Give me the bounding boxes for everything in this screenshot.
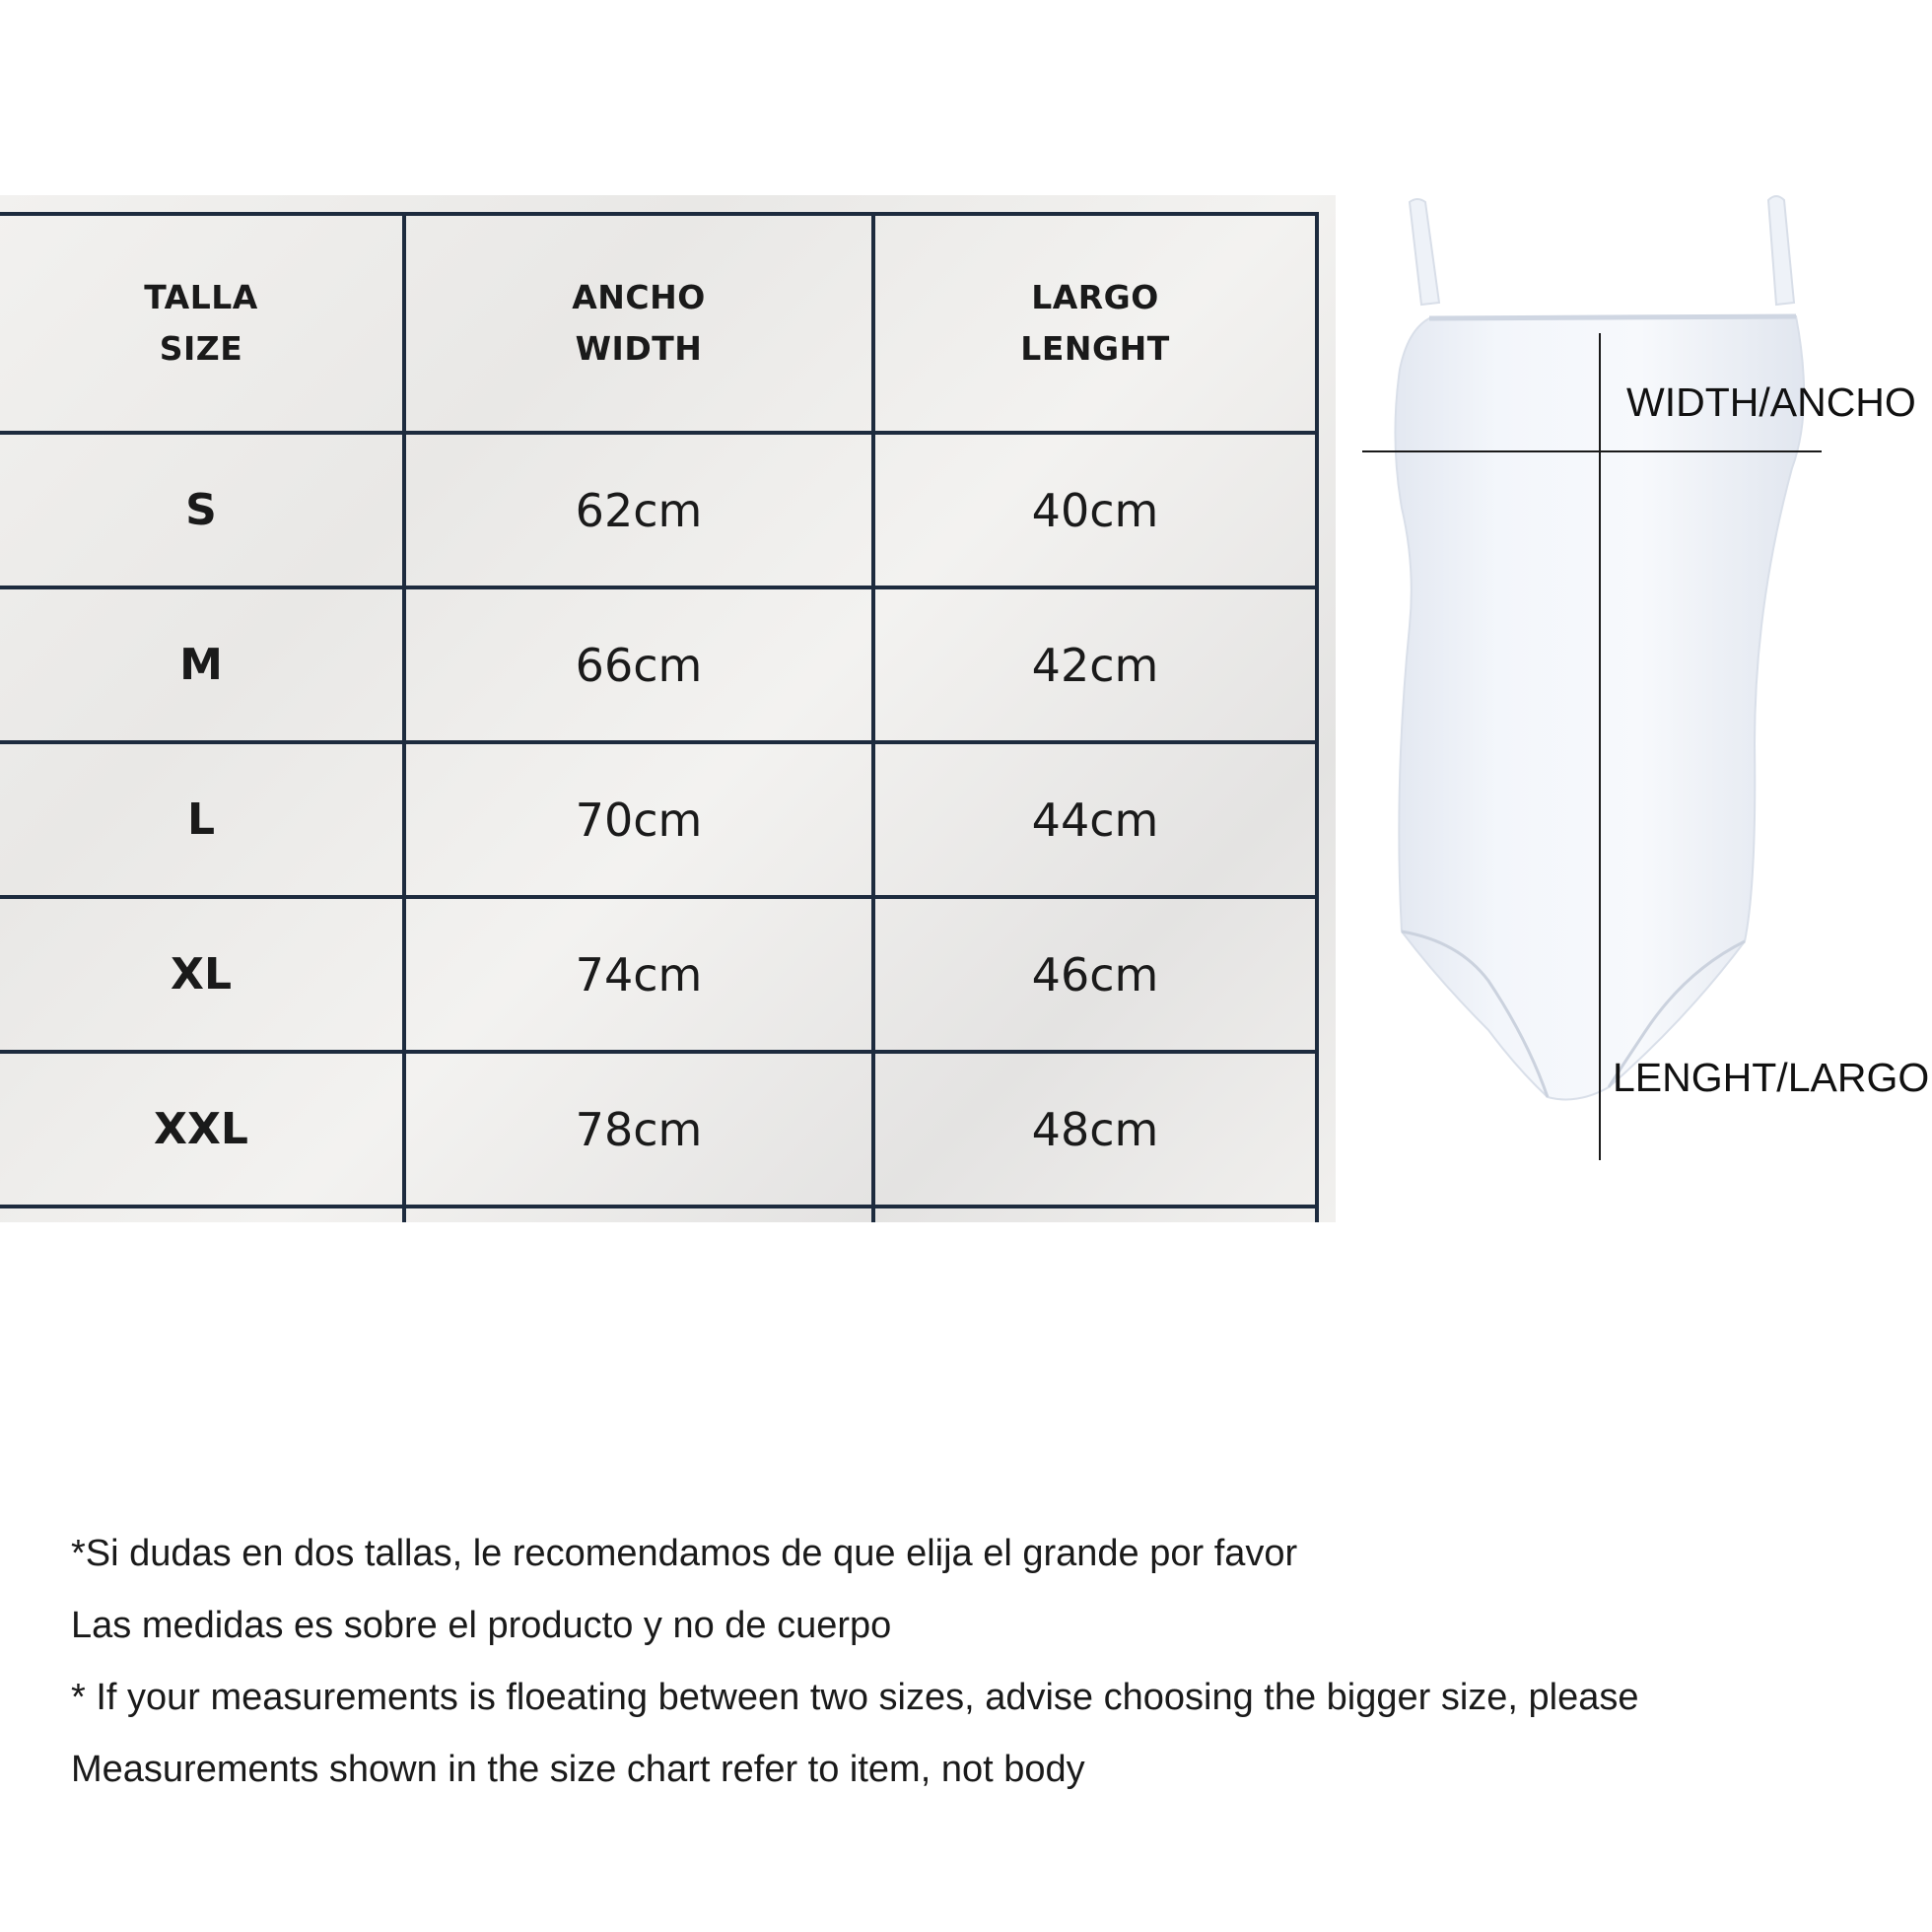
header-size-es: TALLA xyxy=(144,278,258,316)
header-width xyxy=(404,214,873,433)
bodysuit-illustration xyxy=(1350,192,1932,1178)
right-strap xyxy=(1768,196,1794,305)
header-length-es: LARGO xyxy=(1031,278,1159,316)
length-label: LENGHT/LARGO xyxy=(1613,1055,1930,1100)
size-cell: XL xyxy=(0,897,404,1052)
empty-cell xyxy=(404,1207,873,1222)
size-cell: XXL xyxy=(0,1052,404,1207)
note-line: * If your measurements is floeating between two sizes, advise choosing the bigger size, please xyxy=(71,1677,1639,1718)
table-row-cut xyxy=(0,1207,1317,1222)
width-cell: 74cm xyxy=(404,897,873,1052)
left-strap xyxy=(1410,199,1439,305)
size-cell: S xyxy=(0,433,404,587)
table-row xyxy=(0,1052,1317,1207)
header-length-en: LENGHT xyxy=(1020,329,1170,368)
width-cell: 62cm xyxy=(404,433,873,587)
header-width-es: ANCHO xyxy=(572,278,706,316)
note-line: *Si dudas en dos tallas, le recomendamos de que elija el grande por favor xyxy=(71,1533,1298,1574)
size-table-panel xyxy=(0,195,1336,1222)
garment-diagram xyxy=(1350,192,1932,1178)
header-size xyxy=(0,214,404,433)
header-length xyxy=(873,214,1317,433)
size-cell: M xyxy=(0,587,404,742)
size-notes xyxy=(71,1518,1904,1806)
table-row xyxy=(0,587,1317,742)
length-cell: 44cm xyxy=(873,742,1317,897)
table-row xyxy=(0,433,1317,587)
length-cell: 40cm xyxy=(873,433,1317,587)
width-label: WIDTH/ANCHO xyxy=(1626,380,1916,425)
size-table xyxy=(0,212,1319,1222)
table-row xyxy=(0,897,1317,1052)
table-header-row xyxy=(0,214,1317,433)
note-line: Las medidas es sobre el producto y no de cuerpo xyxy=(71,1605,892,1646)
header-size-en: SIZE xyxy=(159,329,243,368)
empty-cell xyxy=(873,1207,1317,1222)
table-row xyxy=(0,742,1317,897)
note-line: Measurements shown in the size chart refer to item, not body xyxy=(71,1749,1085,1790)
width-cell: 66cm xyxy=(404,587,873,742)
length-cell: 42cm xyxy=(873,587,1317,742)
width-cell: 78cm xyxy=(404,1052,873,1207)
size-cell: L xyxy=(0,742,404,897)
header-width-en: WIDTH xyxy=(575,329,703,368)
empty-cell xyxy=(0,1207,404,1222)
length-cell: 46cm xyxy=(873,897,1317,1052)
neckline xyxy=(1429,316,1796,318)
width-cell: 70cm xyxy=(404,742,873,897)
length-cell: 48cm xyxy=(873,1052,1317,1207)
